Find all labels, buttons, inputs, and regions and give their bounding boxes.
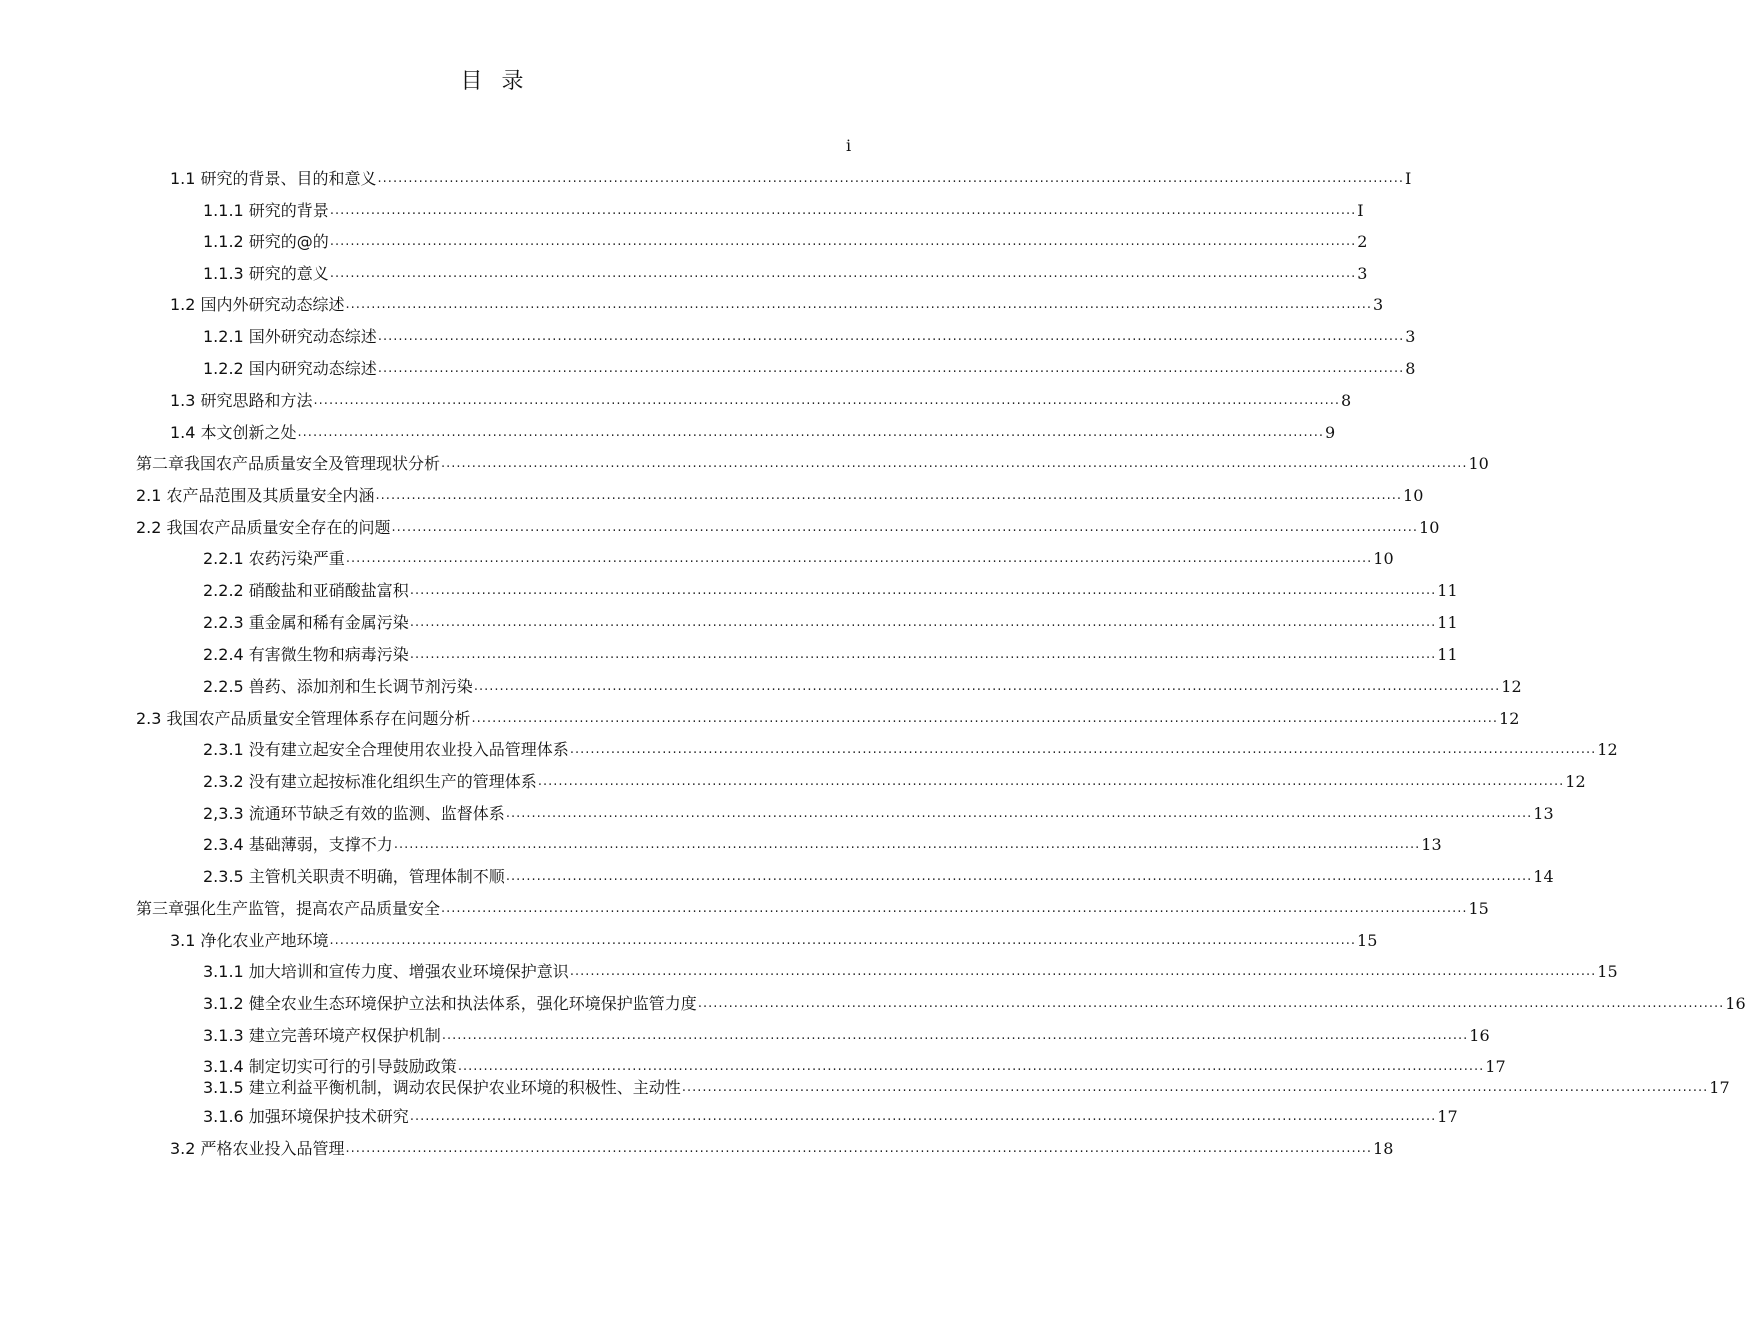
toc-entry-title: 2.3.4 基础薄弱，支撑不力 [203, 835, 393, 854]
toc-entry-title: 2.3.5 主管机关职责不明确，管理体制不顺 [203, 867, 505, 886]
toc-entry-page: 3 [1373, 295, 1384, 314]
toc-entry-title: 3.1.6 加强环境保护技术研究 [203, 1107, 409, 1126]
toc-entry-title: 第三章强化生产监管，提高农产品质量安全 [136, 899, 441, 918]
toc-leader-dots: ........................................................................................................................................................................................................ [393, 837, 1421, 852]
toc-entry-page: 15 [1597, 962, 1618, 981]
toc-entry-title: 3.1.3 建立完善环境产权保护机制 [203, 1026, 441, 1045]
toc-leader-dots: ........................................................................................................................................................................................................ [409, 615, 1437, 630]
toc-leader-dots: ........................................................................................................................................................................................................ [681, 1080, 1709, 1095]
toc-entry-title: 2.2 我国农产品质量安全存在的问题 [136, 518, 391, 537]
toc-leader-dots: ........................................................................................................................................................................................................ [345, 551, 1373, 566]
toc-entry[interactable] [203, 546, 1394, 570]
toc-entry[interactable] [203, 610, 1458, 634]
toc-entry[interactable] [203, 832, 1442, 856]
toc-leader-dots: ........................................................................................................................................................................................................ [345, 1141, 1373, 1156]
toc-entry-title: 第二章我国农产品质量安全及管理现状分析 [136, 454, 441, 473]
toc-entry-title: 2.1 农产品范围及其质量安全内涵 [136, 486, 375, 505]
toc-entry-page: I [1405, 169, 1412, 188]
toc-entry[interactable] [170, 1136, 1394, 1160]
toc-leader-dots: ........................................................................................................................................................................................................ [345, 297, 1373, 312]
toc-entry-title: 1.2.2 国内研究动态综述 [203, 359, 377, 378]
toc-entry[interactable] [170, 292, 1384, 316]
toc-leader-dots: ........................................................................................................................................................................................................ [377, 171, 1405, 186]
toc-entry-title: 3.1 净化农业产地环境 [170, 931, 329, 950]
toc-entry-title: 1.2.1 国外研究动态综述 [203, 327, 377, 346]
toc-entry-title: 2.2.1 农药污染严重 [203, 549, 345, 568]
toc-leader-dots: ........................................................................................................................................................................................................ [391, 520, 1419, 535]
toc-entry[interactable] [203, 578, 1458, 602]
toc-entry-title: 2,3.3 流通环节缺乏有效的监测、监督体系 [203, 804, 505, 823]
toc-entry-title: 3.1.5 建立利益平衡机制，调动农民保护农业环境的积极性、主动性 [203, 1078, 681, 1097]
toc-entry[interactable] [136, 451, 1489, 475]
toc-entry-title: 2.2.5 兽药、添加剂和生长调节剂污染 [203, 677, 473, 696]
toc-leader-dots: ........................................................................................................................................................................................................ [329, 203, 1357, 218]
toc-entry-page: 15 [1357, 931, 1378, 950]
toc-leader-dots: ........................................................................................................................................................................................................ [409, 583, 1437, 598]
toc-entry-title: 1.1.1 研究的背景 [203, 201, 329, 220]
toc-entry-page: 18 [1373, 1139, 1394, 1158]
toc-entry-page: 12 [1565, 772, 1586, 791]
toc-leader-dots: ........................................................................................................................................................................................................ [569, 742, 1597, 757]
toc-leader-dots: ........................................................................................................................................................................................................ [441, 1028, 1469, 1043]
toc-entry[interactable] [136, 896, 1489, 920]
toc-entry[interactable] [170, 420, 1336, 444]
page-number-marker: i [846, 136, 852, 155]
toc-leader-dots: ........................................................................................................................................................................................................ [297, 425, 1325, 440]
toc-entry-page: 14 [1533, 867, 1554, 886]
toc-entry-title: 1.1.2 研究的@的 [203, 232, 329, 251]
toc-entry[interactable] [203, 801, 1554, 825]
toc-leader-dots: ........................................................................................................................................................................................................ [471, 711, 1499, 726]
toc-entry-title: 1.3 研究思路和方法 [170, 391, 313, 410]
toc-entry-page: 16 [1725, 994, 1746, 1013]
toc-entry[interactable] [203, 737, 1618, 761]
toc-entry-title: 1.1 研究的背景、目的和意义 [170, 169, 377, 188]
toc-leader-dots: ........................................................................................................................................................................................................ [377, 329, 1405, 344]
toc-entry-title: 3.1.2 健全农业生态环境保护立法和执法体系，强化环境保护监管力度 [203, 994, 697, 1013]
toc-entry[interactable] [170, 166, 1412, 190]
toc-entry-page: 9 [1325, 423, 1336, 442]
toc-entry-title: 2.3.1 没有建立起安全合理使用农业投入品管理体系 [203, 740, 569, 759]
toc-leader-dots: ........................................................................................................................................................................................................ [505, 806, 1533, 821]
toc-entry[interactable] [203, 229, 1368, 253]
toc-entry-title: 2.2.4 有害微生物和病毒污染 [203, 645, 409, 664]
toc-leader-dots: ........................................................................................................................................................................................................ [441, 901, 1468, 916]
toc-entry-page: I [1357, 201, 1364, 220]
toc-entry[interactable] [203, 261, 1368, 285]
toc-leader-dots: ........................................................................................................................................................................................................ [409, 647, 1437, 662]
toc-entry-page: 8 [1341, 391, 1352, 410]
toc-leader-dots: ........................................................................................................................................................................................................ [313, 393, 1341, 408]
toc-entry[interactable] [203, 324, 1416, 348]
toc-entry[interactable] [170, 388, 1352, 412]
toc-entry-title: 3.1.4 制定切实可行的引导鼓励政策 [203, 1057, 457, 1076]
toc-entry-page: 2 [1357, 232, 1368, 251]
toc-entry[interactable] [203, 959, 1618, 983]
toc-entry-page: 3 [1357, 264, 1368, 283]
page-title: 目 录 [460, 69, 530, 94]
toc-leader-dots: ........................................................................................................................................................................................................ [409, 1109, 1437, 1124]
toc-entry-page: 13 [1533, 804, 1554, 823]
toc-entry-page: 15 [1468, 899, 1489, 918]
toc-entry-page: 12 [1499, 709, 1520, 728]
toc-entry-title: 2.2.3 重金属和稀有金属污染 [203, 613, 409, 632]
toc-entry[interactable] [203, 674, 1522, 698]
toc-entry[interactable] [136, 706, 1520, 730]
toc-entry-page: 11 [1437, 581, 1458, 600]
toc-entry[interactable] [203, 1104, 1458, 1128]
toc-leader-dots: ........................................................................................................................................................................................................ [473, 679, 1501, 694]
toc-entry[interactable] [136, 515, 1440, 539]
toc-entry[interactable] [203, 769, 1586, 793]
toc-entry-page: 16 [1469, 1026, 1490, 1045]
toc-leader-dots: ........................................................................................................................................................................................................ [537, 774, 1565, 789]
toc-entry[interactable] [203, 864, 1554, 888]
toc-leader-dots: ........................................................................................................................................................................................................ [569, 964, 1597, 979]
toc-entry-page: 10 [1373, 549, 1394, 568]
toc-entry-page: 13 [1421, 835, 1442, 854]
toc-entry-page: 17 [1709, 1078, 1730, 1097]
toc-entry-title: 2.3 我国农产品质量安全管理体系存在问题分析 [136, 709, 471, 728]
toc-entry-title: 1.2 国内外研究动态综述 [170, 295, 345, 314]
toc-entry-page: 10 [1419, 518, 1440, 537]
toc-leader-dots: ........................................................................................................................................................................................................ [377, 361, 1405, 376]
toc-entry[interactable] [203, 356, 1416, 380]
toc-entry[interactable] [203, 1023, 1490, 1047]
toc-entry[interactable] [203, 642, 1458, 666]
toc-entry-page: 10 [1403, 486, 1424, 505]
toc-entry-page: 8 [1405, 359, 1416, 378]
toc-entry-page: 17 [1485, 1057, 1506, 1076]
toc-entry[interactable] [170, 928, 1378, 952]
toc-entry-title: 3.1.1 加大培训和宣传力度、增强农业环境保护意识 [203, 962, 569, 981]
toc-entry-title: 3.2 严格农业投入品管理 [170, 1139, 345, 1158]
toc-leader-dots: ........................................................................................................................................................................................................ [375, 488, 1403, 503]
toc-entry[interactable] [203, 198, 1364, 222]
toc-entry-page: 17 [1437, 1107, 1458, 1126]
toc-leader-dots: ........................................................................................................................................................................................................ [505, 869, 1533, 884]
toc-entry-page: 11 [1437, 645, 1458, 664]
toc-leader-dots: ........................................................................................................................................................................................................ [697, 996, 1725, 1011]
toc-entry-title: 2.3.2 没有建立起按标准化组织生产的管理体系 [203, 772, 537, 791]
toc-leader-dots: ........................................................................................................................................................................................................ [441, 456, 1468, 471]
toc-entry-title: 1.4 本文创新之处 [170, 423, 297, 442]
toc-entry[interactable] [203, 1075, 1730, 1099]
toc-leader-dots: ........................................................................................................................................................................................................ [329, 933, 1357, 948]
toc-entry-title: 1.1.3 研究的意义 [203, 264, 329, 283]
toc-entry[interactable] [203, 991, 1746, 1015]
toc-entry-page: 11 [1437, 613, 1458, 632]
toc-entry-page: 12 [1501, 677, 1522, 696]
toc-entry-page: 10 [1468, 454, 1489, 473]
toc-leader-dots: ........................................................................................................................................................................................................ [329, 266, 1357, 281]
toc-leader-dots: ........................................................................................................................................................................................................ [329, 234, 1357, 249]
toc-entry-page: 3 [1405, 327, 1416, 346]
toc-entry[interactable] [136, 483, 1424, 507]
toc-entry-title: 2.2.2 硝酸盐和亚硝酸盐富积 [203, 581, 409, 600]
toc-entry-page: 12 [1597, 740, 1618, 759]
toc-leader-dots: ........................................................................................................................................................................................................ [457, 1059, 1485, 1074]
